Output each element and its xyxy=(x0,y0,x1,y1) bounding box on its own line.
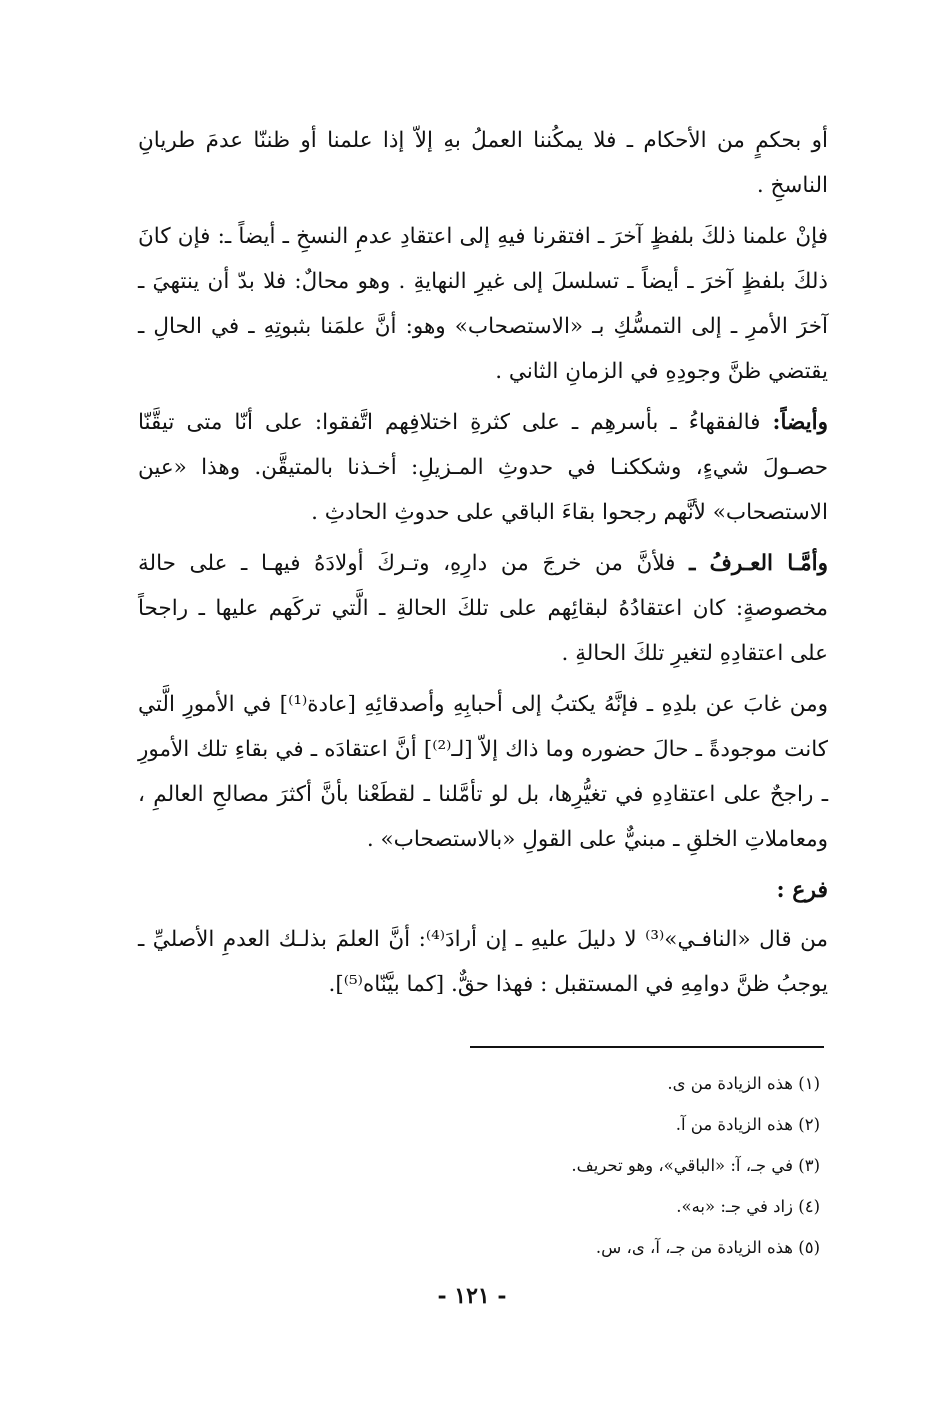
paragraph-2 xyxy=(138,214,828,394)
paragraph-4-lead: وأمَّـا العـرفُ ـ xyxy=(689,551,828,576)
page-number: - ١٢١ - xyxy=(437,1283,507,1309)
main-text xyxy=(138,118,828,1013)
paragraph-1 xyxy=(138,118,828,208)
footnotes xyxy=(320,1063,820,1268)
paragraph-3 xyxy=(138,400,828,535)
paragraph-4-text: فلأنَّ من خرجَ من دارِهِ، وتـركَ أولادَهُ فيهـا ـ على حالة مخصوصةٍ: كان اعتقادُهُ لبقائِهم على تلكَ الحالةِ ـ الَّتي تركَهم عليها ـ راجحاً على اعتقادِهِ لتغيرِ تلكَ الحالةِ . xyxy=(138,551,828,666)
paragraph-4 xyxy=(138,541,828,676)
paragraph-3-text: فالفقهاءُ ـ بأسرهِم ـ على كثرةِ اختلافِهم اتَّفقوا: على أنّا متى تيقَّنّا حصـولَ شيءٍ، وشككنـا في حدوثِ المـزيلِ: أخـذنا بالمتيقَّن. وهذا «عين الاستصحاب» لأنَّهم رجحوا بقاءَ الباقي على حدوثِ الحادثِ . xyxy=(138,410,828,525)
paragraph-2-text: فإنْ علمنا ذلكَ بلفظٍ آخرَ ـ افتقرنا فيهِ إلى اعتقادِ عدمِ النسخِ ـ أيضاً ـ: فإن كانَ ذلكَ بلفظٍ آخرَ ـ أيضاً ـ تسلسلَ إلى غيرِ النهايةِ . وهو محالٌ: فلا بدّ أن ينتهيَ ـ آخرَ الأمرِ ـ إلى التمسُّكِ بـ «الاستصحاب» وهو: أنَّ علمَنا بثبوتِهِ ـ في الحالِ ـ يقتضي ظنَّ وجودِهِ في الزمانِ الثاني . xyxy=(138,224,828,384)
paragraph-5-text: ومن غابَ عن بلدِهِ ـ فإنَّهُ يكتبُ إلى أحبابِهِ وأصدقائِهِ [عادة⁽¹⁾] في الأمورِ الَّتي كانت موجودةً ـ حالَ حضوره وما ذاك إلاّ [لـ⁽²⁾] أنَّ اعتقادَه ـ في بقاءِ تلك الأمورِ ـ راجحٌ على اعتقادِهِ في تغيُّرِها، بل لو تأمَّلنا ـ لقطَعْنا بأنَّ أكثرَ مصالحِ العالمِ ، ومعاملاتِ الخلقِ ـ مبنيٌّ على القولِ «بالاستصحاب» . xyxy=(138,692,828,852)
footnote-2: (٢) هذه الزيادة من آ. xyxy=(675,1115,820,1134)
footnote-4: (٤) زاد في جـ: «به». xyxy=(676,1197,820,1216)
footnote-3: (٣) في جـ، آ: «الباقي»، وهو تحريف. xyxy=(571,1156,820,1175)
section-heading: فرع : xyxy=(776,877,828,903)
paragraph-3-lead: وأيضاً: xyxy=(772,410,828,435)
footnote-1: (١) هذه الزيادة من ى. xyxy=(667,1074,820,1093)
footnote-divider xyxy=(470,1046,824,1048)
footnote-5: (٥) هذه الزيادة من جـ، آ، ى، س. xyxy=(595,1238,820,1257)
branch-paragraph: من قال «النافـي»⁽³⁾ لا دليلَ عليهِ ـ إن أرادَ⁽⁴⁾: أنَّ العلمَ بذلـك العدمِ الأصليِّ ـ يوجبُ ظنَّ دوامِهِ في المستقبل : فهذا حقٌّ. [كما بيَّنّاه⁽⁵⁾]. xyxy=(138,927,828,997)
paragraph-5 xyxy=(138,682,828,862)
paragraph-1-text: أو بحكمٍ من الأحكام ـ فلا يمكُننا العملُ بهِ إلاّ إذا علمنا أو ظننّا عدمَ طريانِ الناسخِ . xyxy=(138,128,828,198)
